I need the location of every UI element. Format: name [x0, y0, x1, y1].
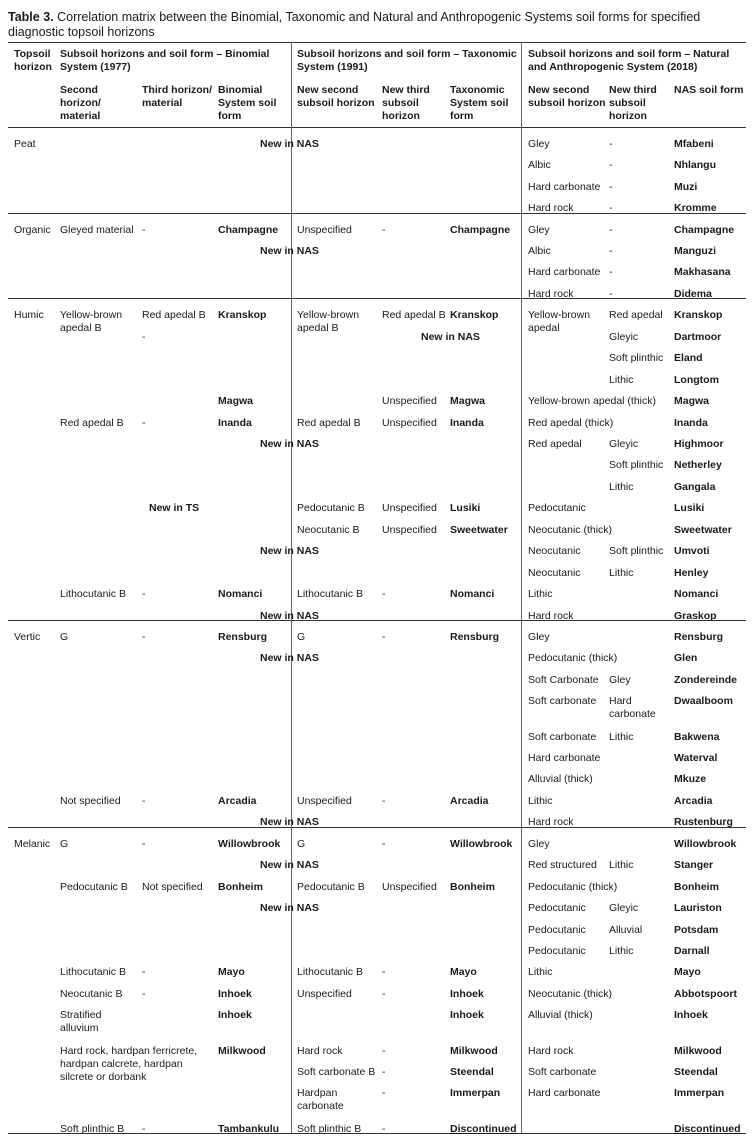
cell-binomial-third: -: [142, 588, 146, 600]
cell-nas-form: Darnall: [674, 945, 710, 957]
cell-nas-form: Zondereinde: [674, 674, 738, 686]
cell-binomial-form: Champagne: [218, 224, 279, 236]
cell-taxonomic-second: Yellow-brown apedal B: [297, 309, 360, 334]
cell-nas-second: Soft carbonate: [528, 731, 597, 743]
cell-binomial-form: Willowbrook: [218, 838, 281, 850]
cell-nas-third: -: [609, 181, 613, 193]
group-rule-peat: [8, 213, 746, 214]
cell-nas-form: Stanger: [674, 859, 714, 871]
cell-nas-second: Red apedal: [528, 438, 582, 450]
cell-taxonomic-third: -: [382, 224, 386, 236]
cell-taxonomic-second: Pedocutanic B: [297, 502, 365, 514]
cell-new-in-label: New in NAS: [260, 610, 319, 622]
cell-taxonomic-form: Magwa: [450, 395, 486, 407]
cell-nas-form: Highmoor: [674, 438, 724, 450]
cell-nas-form: Nomanci: [674, 588, 719, 600]
cell-taxonomic-form: Steendal: [450, 1066, 494, 1078]
cell-nas-second: Red apedal (thick): [528, 417, 614, 429]
cell-taxonomic-third: -: [382, 966, 386, 978]
cell-nas-second: Neocutanic: [528, 545, 581, 557]
cell-nas-third: -: [609, 138, 613, 150]
cell-nas-second: Gley: [528, 838, 550, 850]
cell-binomial-second: Neocutanic B: [60, 988, 123, 1000]
cell-binomial-form: Inhoek: [218, 1009, 252, 1021]
cell-nas-form: Immerpan: [674, 1087, 725, 1099]
cell-nas-second: Lithic: [528, 795, 553, 807]
header-bin-third: Third horizon/ material: [142, 84, 212, 109]
cell-topsoil: Vertic: [14, 631, 41, 643]
caption-text: Correlation matrix between the Binomial, Taxonomic and Natural and Anthropogenic Systems soil forms for specified diagnostic topsoil horizons: [8, 10, 701, 39]
cell-nas-third: Red apedal: [609, 309, 663, 321]
cell-binomial-form: Inhoek: [218, 988, 252, 1000]
cell-new-in-label: New in NAS: [260, 859, 319, 871]
cell-nas-second: Soft Carbonate: [528, 674, 599, 686]
cell-binomial-second: Stratified alluvium: [60, 1009, 102, 1034]
header-nas-group: Subsoil horizons and soil form – Natural and Anthropogenic System (2018): [528, 48, 730, 73]
cell-taxonomic-third: -: [382, 795, 386, 807]
cell-binomial-form: Arcadia: [218, 795, 257, 807]
cell-taxonomic-second: Lithocutanic B: [297, 966, 363, 978]
cell-nas-form: Netherley: [674, 459, 722, 471]
cell-new-in-label: New in NAS: [260, 245, 319, 257]
cell-taxonomic-second: Red apedal B: [297, 417, 361, 429]
cell-nas-second: Neocutanic (thick): [528, 988, 613, 1000]
cell-nas-second: Lithic: [528, 588, 553, 600]
cell-taxonomic-second: Unspecified: [297, 988, 352, 1000]
column-divider-1: [291, 42, 292, 1133]
cell-binomial-form: Magwa: [218, 395, 254, 407]
header-bin-second: Second horizon/ material: [60, 84, 101, 122]
cell-nas-third: -: [609, 202, 613, 214]
cell-new-in-label: New in NAS: [260, 816, 319, 828]
cell-nas-second: Albic: [528, 159, 551, 171]
cell-taxonomic-third: -: [382, 1087, 386, 1099]
cell-binomial-form: Rensburg: [218, 631, 268, 643]
cell-nas-form: Didema: [674, 288, 712, 300]
cell-nas-form: Potsdam: [674, 924, 719, 936]
cell-nas-form: Waterval: [674, 752, 718, 764]
cell-taxonomic-third: -: [382, 988, 386, 1000]
header-taxonomic-group: Subsoil horizons and soil form – Taxonomic System (1991): [297, 48, 517, 73]
cell-topsoil: Melanic: [14, 838, 51, 850]
cell-binomial-third: -: [142, 417, 146, 429]
cell-binomial-form: Mayo: [218, 966, 245, 978]
cell-nas-second: Hard rock: [528, 610, 574, 622]
cell-nas-second: Pedocutanic (thick): [528, 881, 618, 893]
cell-binomial-form: Nomanci: [218, 588, 263, 600]
cell-binomial-third: -: [142, 631, 146, 643]
cell-taxonomic-third: -: [382, 838, 386, 850]
cell-binomial-second: Not specified: [60, 795, 121, 807]
cell-nas-second: Pedocutanic: [528, 945, 586, 957]
cell-taxonomic-form: Arcadia: [450, 795, 489, 807]
cell-nas-second: Alluvial (thick): [528, 1009, 593, 1021]
cell-nas-second: Hard carbonate: [528, 1087, 601, 1099]
cell-nas-third: Lithic: [609, 567, 634, 579]
cell-nas-second: Red structured: [528, 859, 597, 871]
table-caption: [8, 10, 744, 40]
cell-nas-second: Gley: [528, 224, 550, 236]
cell-taxonomic-second: Pedocutanic B: [297, 881, 365, 893]
cell-new-in-label: New in NAS: [260, 902, 319, 914]
cell-binomial-third: -: [142, 331, 146, 343]
cell-nas-second: Hard rock: [528, 202, 574, 214]
header-nas-third: New third subsoil horizon: [609, 84, 657, 122]
cell-nas-form: Kranskop: [674, 309, 723, 321]
cell-nas-second: Hard carbonate: [528, 752, 601, 764]
group-rule-organic: [8, 298, 746, 299]
cell-nas-form: Rustenburg: [674, 816, 733, 828]
cell-topsoil: Organic: [14, 224, 51, 236]
cell-nas-second: Gley: [528, 138, 550, 150]
cell-nas-form: Graskop: [674, 610, 717, 622]
header-nas-second: New second subsoil horizon: [528, 84, 606, 109]
cell-nas-third: Soft plinthic: [609, 459, 664, 471]
cell-binomial-third: -: [142, 224, 146, 236]
cell-nas-second: Neocutanic (thick): [528, 524, 613, 536]
cell-binomial-second: Hard rock, hardpan ferricrete, hardpan calcrete, hardpan silcrete or dorbank: [60, 1045, 198, 1083]
cell-taxonomic-third: -: [382, 1066, 386, 1078]
cell-nas-form: Henley: [674, 567, 709, 579]
cell-nas-form: Inanda: [674, 417, 708, 429]
cell-nas-third: Gleyic: [609, 331, 639, 343]
cell-nas-form: Mfabeni: [674, 138, 714, 150]
header-bottom-rule: [8, 127, 746, 128]
cell-nas-second: Alluvial (thick): [528, 773, 593, 785]
cell-nas-second: Hard rock: [528, 288, 574, 300]
cell-new-in-label: New in NAS: [260, 652, 319, 664]
cell-binomial-second: Yellow-brown apedal B: [60, 309, 123, 334]
header-binomial-group: Subsoil horizons and soil form – Binomial System (1977): [60, 48, 270, 73]
cell-taxonomic-second: Lithocutanic B: [297, 588, 363, 600]
cell-topsoil: Humic: [14, 309, 44, 321]
cell-taxonomic-second: G: [297, 631, 306, 643]
cell-nas-third: -: [609, 245, 613, 257]
cell-nas-third: Alluvial: [609, 924, 643, 936]
cell-nas-form: Mkuze: [674, 773, 707, 785]
cell-taxonomic-form: Milkwood: [450, 1045, 498, 1057]
cell-nas-form: Abbotspoort: [674, 988, 737, 1000]
cell-nas-second: Soft carbonate: [528, 695, 597, 707]
cell-nas-form: Bakwena: [674, 731, 720, 743]
cell-taxonomic-form: Champagne: [450, 224, 511, 236]
cell-new-in-label: New in NAS: [421, 331, 480, 343]
cell-taxonomic-form: Inhoek: [450, 1009, 484, 1021]
cell-nas-third: Soft plinthic: [609, 545, 664, 557]
cell-nas-second: Pedocutanic: [528, 502, 586, 514]
cell-nas-second: Yellow-brown apedal (thick): [528, 395, 657, 407]
cell-nas-third: -: [609, 288, 613, 300]
cell-taxonomic-form: Discontinued: [450, 1123, 517, 1135]
cell-binomial-form: Bonheim: [218, 881, 263, 893]
cell-nas-second: Pedocutanic: [528, 924, 586, 936]
cell-nas-form: Champagne: [674, 224, 735, 236]
column-divider-2: [521, 42, 522, 1133]
cell-nas-third: Hard carbonate: [609, 695, 656, 720]
header-nas-form: NAS soil form: [674, 84, 744, 96]
cell-nas-second: Soft carbonate: [528, 1066, 597, 1078]
cell-new-in-label: New in NAS: [260, 545, 319, 557]
cell-taxonomic-second: Neocutanic B: [297, 524, 360, 536]
cell-binomial-third: -: [142, 838, 146, 850]
header-tax-form: Taxonomic System soil form: [450, 84, 509, 122]
cell-binomial-second: G: [60, 631, 69, 643]
cell-nas-second: Albic: [528, 245, 551, 257]
cell-nas-third: Lithic: [609, 859, 634, 871]
cell-taxonomic-second: Soft carbonate B: [297, 1066, 376, 1078]
cell-taxonomic-form: Sweetwater: [450, 524, 508, 536]
cell-binomial-form: Kranskop: [218, 309, 267, 321]
cell-taxonomic-second: Hard rock: [297, 1045, 343, 1057]
cell-taxonomic-form: Rensburg: [450, 631, 500, 643]
cell-taxonomic-form: Bonheim: [450, 881, 495, 893]
cell-taxonomic-form: Lusiki: [450, 502, 481, 514]
cell-nas-form: Rensburg: [674, 631, 724, 643]
cell-nas-third: Soft plinthic: [609, 352, 664, 364]
cell-binomial-third: -: [142, 966, 146, 978]
cell-new-in-label: New in NAS: [260, 438, 319, 450]
cell-nas-form: Bonheim: [674, 881, 719, 893]
cell-nas-third: -: [609, 159, 613, 171]
cell-nas-third: Lithic: [609, 945, 634, 957]
group-rule-humic: [8, 620, 746, 621]
cell-nas-form: Longtom: [674, 374, 719, 386]
cell-nas-form: Arcadia: [674, 795, 713, 807]
header-tax-second: New second subsoil horizon: [297, 84, 375, 109]
cell-nas-form: Eland: [674, 352, 703, 364]
cell-nas-form: Dartmoor: [674, 331, 722, 343]
cell-taxonomic-third: Unspecified: [382, 395, 437, 407]
cell-nas-second: Yellow-brown apedal: [528, 309, 591, 334]
cell-binomial-third: Red apedal B: [142, 309, 206, 321]
cell-taxonomic-form: Inanda: [450, 417, 484, 429]
cell-nas-third: -: [609, 266, 613, 278]
cell-binomial-second: G: [60, 838, 69, 850]
cell-nas-third: Gleyic: [609, 438, 639, 450]
table-top-rule: [8, 42, 746, 43]
cell-binomial-second: Lithocutanic B: [60, 588, 126, 600]
cell-nas-second: Hard carbonate: [528, 181, 601, 193]
cell-nas-second: Neocutanic: [528, 567, 581, 579]
cell-nas-second: Hard rock: [528, 816, 574, 828]
cell-nas-form: Steendal: [674, 1066, 718, 1078]
cell-new-in-label: New in TS: [149, 502, 200, 514]
cell-nas-form: Magwa: [674, 395, 710, 407]
cell-nas-form: Milkwood: [674, 1045, 722, 1057]
cell-binomial-third: Not specified: [142, 881, 203, 893]
caption-label: Table 3.: [8, 10, 54, 24]
cell-nas-form: Manguzi: [674, 245, 716, 257]
cell-nas-form: Nhlangu: [674, 159, 716, 171]
cell-taxonomic-form: Immerpan: [450, 1087, 501, 1099]
cell-nas-third: Lithic: [609, 374, 634, 386]
cell-nas-second: Pedocutanic (thick): [528, 652, 618, 664]
cell-nas-form: Kromme: [674, 202, 717, 214]
cell-taxonomic-second: Soft plinthic B: [297, 1123, 362, 1135]
cell-binomial-second: Pedocutanic B: [60, 881, 128, 893]
cell-nas-form: Glen: [674, 652, 698, 664]
cell-taxonomic-second: Unspecified: [297, 224, 352, 236]
cell-taxonomic-third: Unspecified: [382, 524, 437, 536]
cell-binomial-form: Tambankulu: [218, 1123, 280, 1135]
cell-nas-second: Lithic: [528, 966, 553, 978]
cell-taxonomic-second: Unspecified: [297, 795, 352, 807]
cell-taxonomic-form: Mayo: [450, 966, 477, 978]
cell-binomial-third: -: [142, 795, 146, 807]
cell-nas-form: Muzi: [674, 181, 698, 193]
cell-nas-form: Sweetwater: [674, 524, 732, 536]
cell-nas-form: Dwaalboom: [674, 695, 733, 707]
cell-nas-form: Inhoek: [674, 1009, 708, 1021]
cell-topsoil: Peat: [14, 138, 36, 150]
cell-nas-second: Hard rock: [528, 1045, 574, 1057]
cell-taxonomic-third: -: [382, 1123, 386, 1135]
cell-nas-form: Umvoti: [674, 545, 710, 557]
cell-nas-third: Gleyic: [609, 902, 639, 914]
cell-taxonomic-third: Unspecified: [382, 502, 437, 514]
cell-nas-third: Gley: [609, 674, 631, 686]
cell-taxonomic-third: -: [382, 631, 386, 643]
cell-taxonomic-form: Nomanci: [450, 588, 495, 600]
cell-nas-form: Gangala: [674, 481, 716, 493]
cell-binomial-second: Red apedal B: [60, 417, 124, 429]
cell-nas-second: Hard carbonate: [528, 266, 601, 278]
cell-nas-third: Lithic: [609, 481, 634, 493]
cell-binomial-form: Milkwood: [218, 1045, 266, 1057]
cell-taxonomic-third: Unspecified: [382, 417, 437, 429]
cell-nas-third: Lithic: [609, 731, 634, 743]
cell-nas-form: Willowbrook: [674, 838, 737, 850]
cell-binomial-form: Inanda: [218, 417, 252, 429]
cell-taxonomic-second: G: [297, 838, 306, 850]
cell-binomial-third: -: [142, 988, 146, 1000]
cell-taxonomic-form: Willowbrook: [450, 838, 513, 850]
cell-nas-form: Discontinued: [674, 1123, 741, 1135]
group-rule-vertic: [8, 827, 746, 828]
cell-binomial-second: Lithocutanic B: [60, 966, 126, 978]
cell-taxonomic-third: -: [382, 1045, 386, 1057]
header-tax-third: New third subsoil horizon: [382, 84, 430, 122]
cell-nas-form: Lauriston: [674, 902, 722, 914]
cell-nas-second: Gley: [528, 631, 550, 643]
cell-nas-second: Pedocutanic: [528, 902, 586, 914]
cell-taxonomic-second: Hardpan carbonate: [297, 1087, 344, 1112]
cell-taxonomic-form: Kranskop: [450, 309, 499, 321]
cell-nas-third: -: [609, 224, 613, 236]
header-bin-form: Binomial System soil form: [218, 84, 277, 122]
cell-nas-form: Mayo: [674, 966, 701, 978]
header-topsoil: Topsoil horizon: [14, 48, 52, 73]
cell-taxonomic-third: Unspecified: [382, 881, 437, 893]
cell-nas-form: Lusiki: [674, 502, 705, 514]
cell-binomial-second: Gleyed material: [60, 224, 134, 236]
cell-new-in-label: New in NAS: [260, 138, 319, 150]
cell-binomial-third: -: [142, 1123, 146, 1135]
cell-taxonomic-third: -: [382, 588, 386, 600]
cell-taxonomic-form: Inhoek: [450, 988, 484, 1000]
cell-binomial-second: Soft plinthic B: [60, 1123, 125, 1135]
cell-nas-form: Makhasana: [674, 266, 731, 278]
cell-taxonomic-third: Red apedal B: [382, 309, 446, 321]
